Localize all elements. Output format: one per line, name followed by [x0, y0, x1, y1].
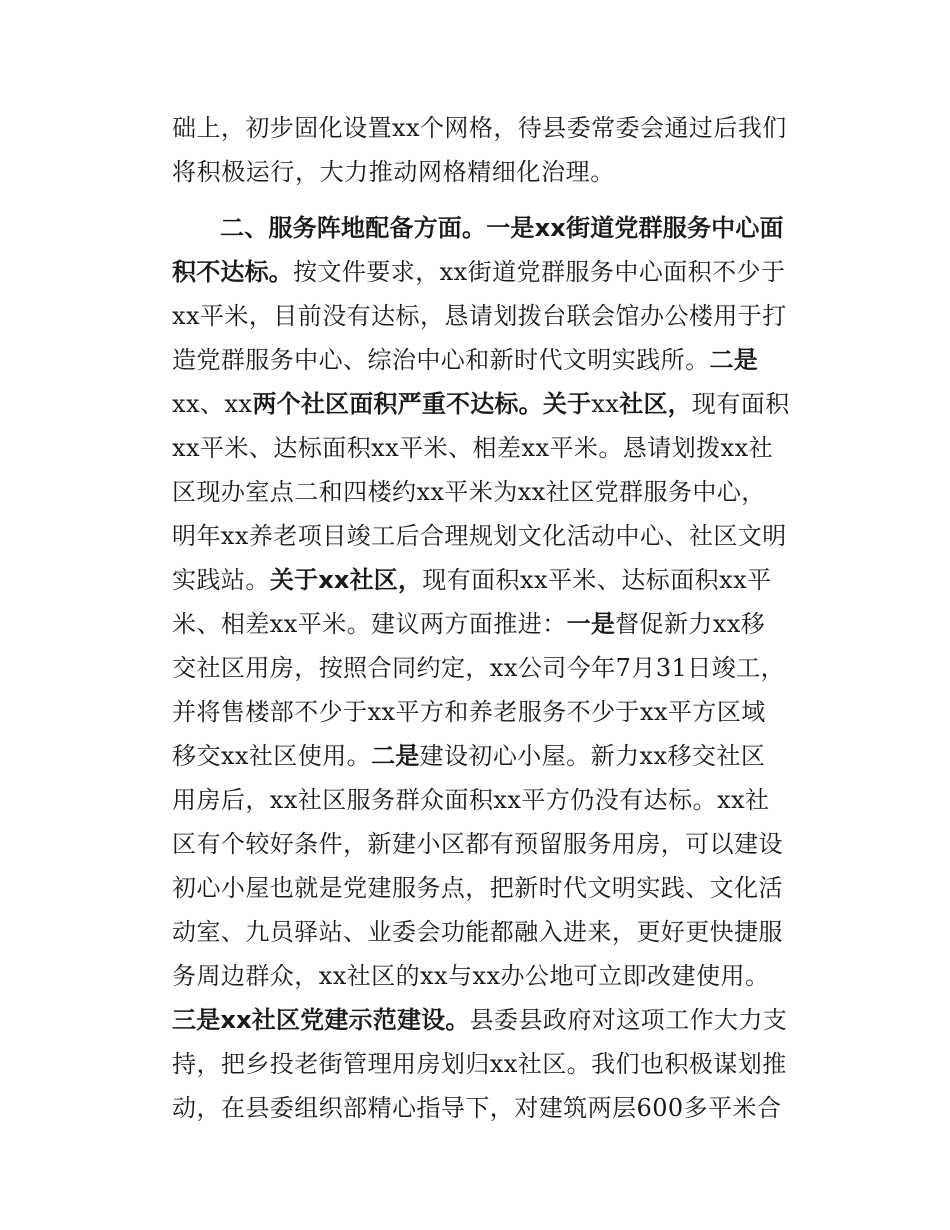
text-line	[172, 345, 812, 375]
text-line	[172, 697, 812, 727]
text-run: 交社区用房，按照合同约定，xx公司今年7月31日竣工，	[172, 654, 786, 682]
text-run: xx、xx	[172, 390, 253, 418]
text-line	[172, 785, 812, 815]
text-run: 建设初心小屋。新力xx移交社区	[419, 742, 766, 770]
text-run: 持，把乡投老街管理用房划归xx社区。我们也积极谋划推	[172, 1050, 787, 1078]
bold-text-run: 二是	[371, 742, 420, 770]
text-run: 动室、九员驿站、业委会功能都融入进来，更好更快捷服	[172, 918, 783, 946]
text-run: 现有面积xx平米、达标面积xx平	[422, 566, 772, 594]
text-run: 区有个较好条件，新建小区都有预留服务用房，可以建设	[172, 830, 783, 858]
text-run: 现有面积	[691, 390, 790, 418]
bold-text-run: 关于xx社区，	[269, 566, 423, 594]
text-run: 实践站。	[172, 566, 270, 594]
text-line	[172, 741, 812, 771]
text-run: 督促新力xx移	[615, 610, 766, 638]
text-line	[172, 257, 812, 287]
text-run: 移交xx社区使用。	[172, 742, 372, 770]
text-run: 务周边群众，xx社区的xx与xx办公地可立即改建使用。	[172, 962, 770, 990]
bold-text-run: 三是xx社区党建示范建设。	[172, 1006, 470, 1034]
text-line	[172, 477, 812, 507]
bold-text-run: 二、服务阵地配备方面。一是xx街道党群服务中心面	[220, 214, 784, 242]
text-run: 动，在县委组织部精心指导下，对建筑两层600多平米合	[172, 1094, 782, 1122]
text-line	[172, 1005, 812, 1035]
text-line	[172, 301, 812, 331]
text-line	[172, 521, 812, 551]
text-run: 并将售楼部不少于xx平方和养老服务不少于xx平方区域	[172, 698, 766, 726]
text-line	[172, 873, 812, 903]
bold-text-run: 社区，	[619, 390, 692, 418]
bold-text-run: 一是	[566, 610, 616, 638]
bold-text-run: 积不达标。	[172, 258, 293, 286]
text-line	[172, 1049, 812, 1079]
text-line	[172, 829, 812, 859]
text-run: 用房后，xx社区服务群众面积xx平方仍没有达标。xx社	[172, 786, 770, 814]
text-line	[172, 565, 812, 595]
text-line	[172, 917, 812, 947]
text-run: 将积极运行，大力推动网格精细化治理。	[172, 158, 615, 186]
text-run: 明年xx养老项目竣工后合理规划文化活动中心、社区文明	[172, 522, 787, 550]
text-run: 米、相差xx平米。建议两方面推进：	[172, 610, 567, 638]
text-line	[172, 653, 812, 683]
text-run: xx平米，目前没有达标，恳请划拨台联会馆办公楼用于打	[172, 302, 787, 330]
text-line	[172, 157, 812, 187]
text-line	[172, 1093, 812, 1123]
text-line	[172, 113, 812, 143]
bold-text-run: 两个社区面积严重不达标。关于	[252, 390, 592, 418]
text-line	[172, 961, 812, 991]
paragraph-heading-line	[220, 213, 860, 243]
text-run: xx	[591, 390, 620, 418]
text-run: 造党群服务中心、综治中心和新时代文明实践所。	[172, 346, 710, 374]
text-run: 础上，初步固化设置xx个网格，待县委常委会通过后我们	[172, 114, 787, 142]
text-run: 县委县政府对这项工作大力支	[469, 1006, 788, 1034]
text-line	[172, 389, 812, 419]
bold-text-run: 二是	[709, 346, 758, 374]
text-run: 初心小屋也就是党建服务点，把新时代文明实践、文化活	[172, 874, 783, 902]
text-line	[172, 609, 812, 639]
text-run: xx平米、达标面积xx平米、相差xx平米。恳请划拨xx社	[172, 434, 774, 462]
text-run: 按文件要求，xx街道党群服务中心面积不少于	[293, 258, 786, 286]
text-line	[172, 433, 812, 463]
text-run: 区现办室点二和四楼约xx平米为xx社区党群服务中心，	[172, 478, 766, 506]
